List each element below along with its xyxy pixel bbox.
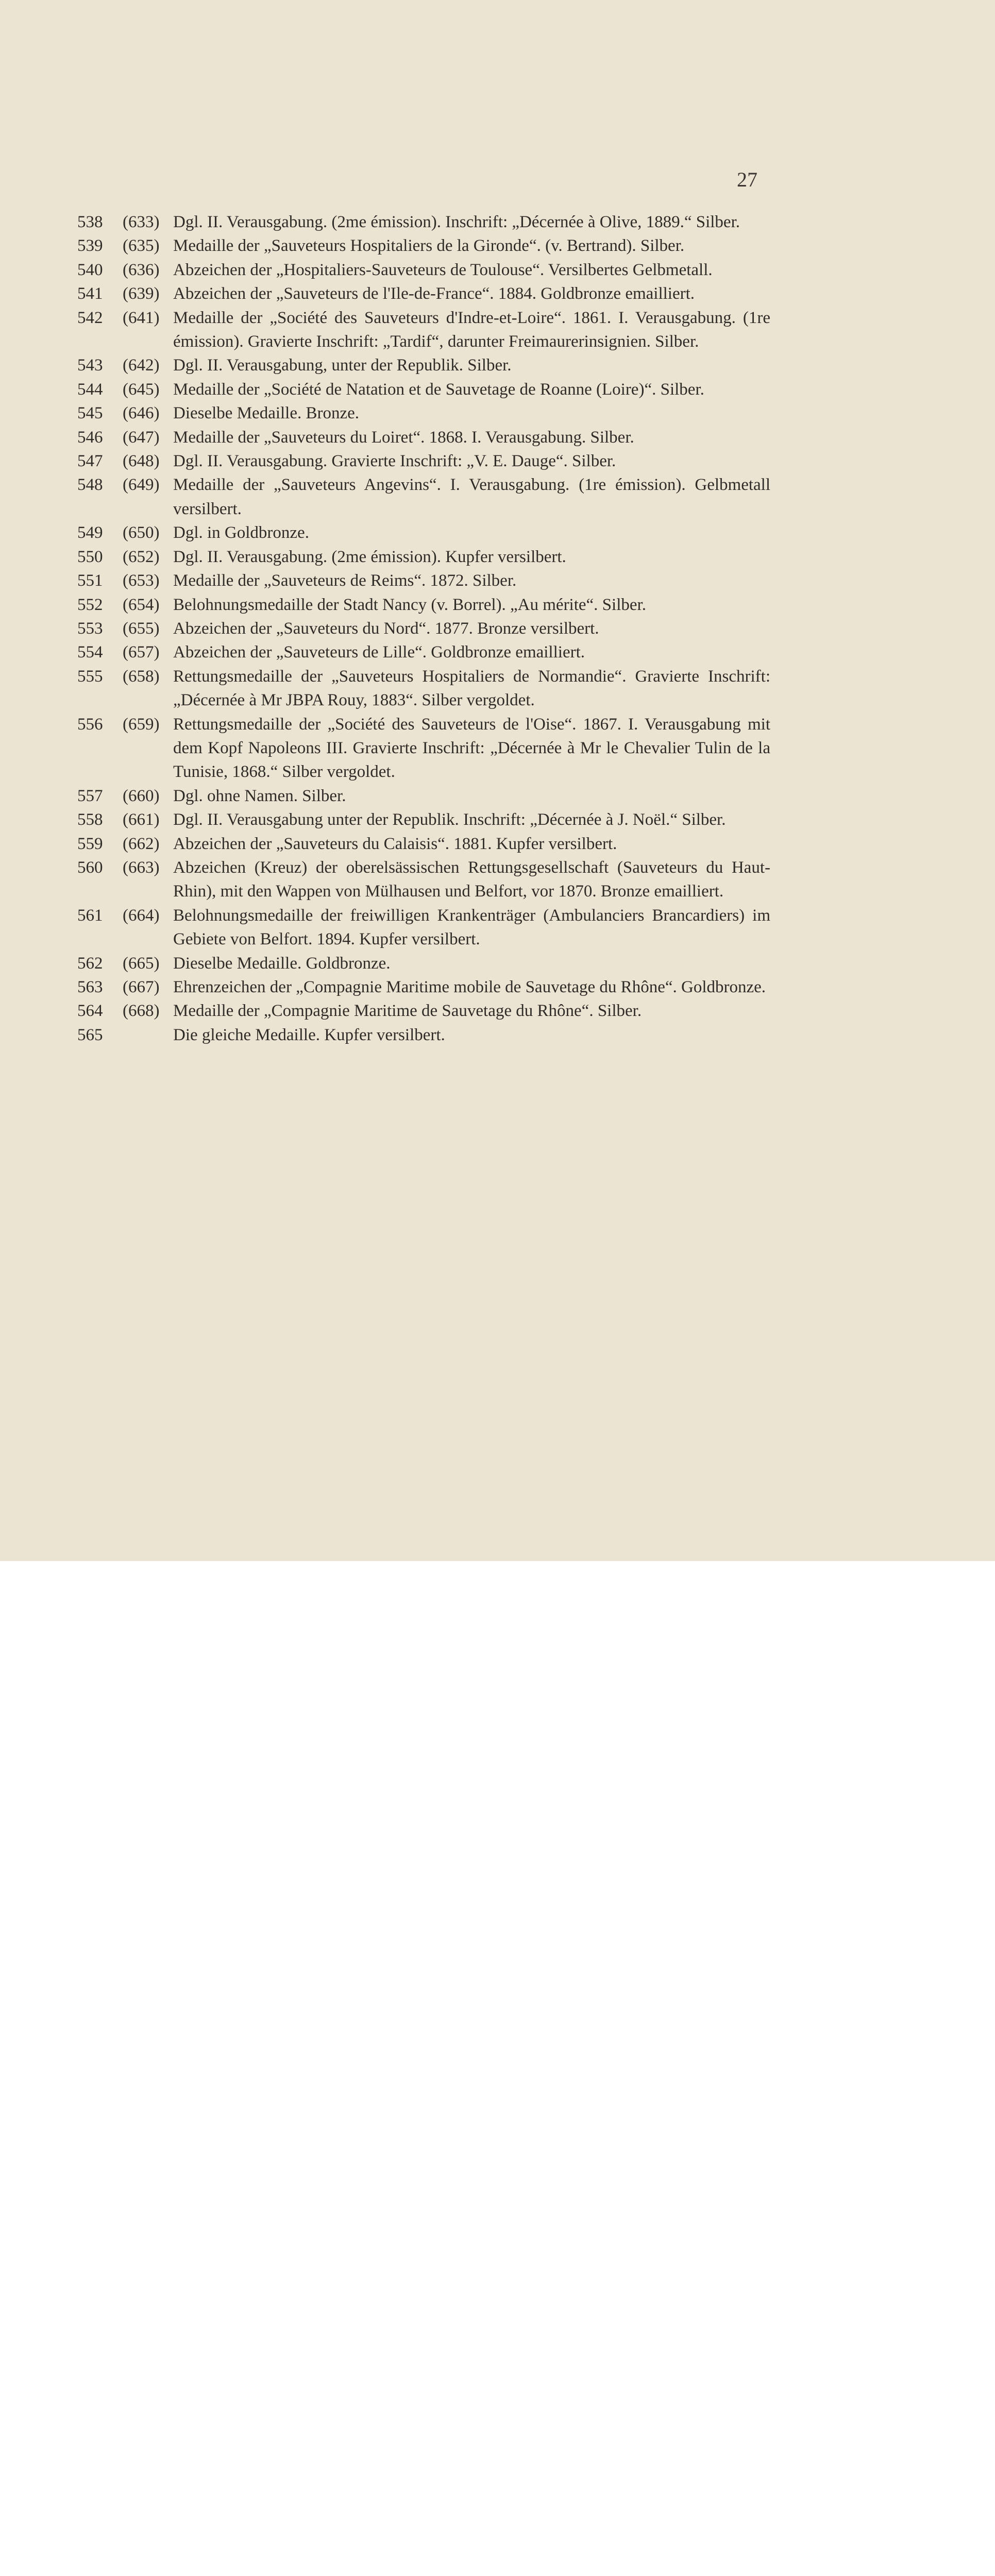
entry-row xyxy=(77,426,770,449)
entry-number: 555 xyxy=(77,667,103,686)
entry-reference: (654) xyxy=(123,595,160,614)
entry-row xyxy=(77,258,770,282)
entry-reference: (645) xyxy=(123,380,160,399)
entry-row xyxy=(77,545,770,569)
entry-number: 561 xyxy=(77,906,103,925)
entry-reference: (653) xyxy=(123,571,160,590)
entry-text: Medaille der „Compagnie Maritime de Sauvetage du Rhône“. Silber. xyxy=(173,1002,642,1021)
entry-text: Dgl. II. Verausgabung. (2me émission). Kupfer versilbert. xyxy=(173,547,566,566)
entry-text: Belohnungsmedaille der Stadt Nancy (v. Borrel). „Au mérite“. Silber. xyxy=(173,595,646,614)
entry-row xyxy=(77,808,770,832)
entry-row xyxy=(77,617,770,640)
entry-row xyxy=(77,353,770,377)
entry-text: Medaille der „Société des Sauveteurs d'Indre-et-Loire“. 1861. I. Verausgabung. (1re émission). Gravierte Inschrift: „Tardif“, darunter Freimaurerinsignien. Silber. xyxy=(173,308,770,351)
entry-number: 545 xyxy=(77,404,103,423)
entry-reference: (667) xyxy=(123,978,160,996)
entry-number: 550 xyxy=(77,547,103,566)
entry-number: 543 xyxy=(77,356,103,375)
entry-number: 546 xyxy=(77,428,103,447)
entry-number: 549 xyxy=(77,523,103,543)
entry-reference: (650) xyxy=(123,523,160,543)
entry-row xyxy=(77,952,770,975)
entry-row xyxy=(77,665,770,713)
entry-text: Dgl. II. Verausgabung. (2me émission). Inschrift: „Décernée à Olive, 1889.“ Silber. xyxy=(173,213,740,231)
entry-text: Medaille der „Sauveteurs Angevins“. I. Verausgabung. (1re émission). Gelbmetall versilbert. xyxy=(173,476,770,518)
entry-number: 559 xyxy=(77,834,103,853)
entry-reference: (661) xyxy=(123,810,160,829)
entry-row xyxy=(77,521,770,545)
entry-reference: (639) xyxy=(123,284,160,303)
entry-row xyxy=(77,856,770,904)
entry-row xyxy=(77,449,770,473)
entry-row xyxy=(77,784,770,808)
entry-number: 557 xyxy=(77,786,103,805)
entry-number: 548 xyxy=(77,476,103,495)
entry-reference: (664) xyxy=(123,906,160,925)
entry-number: 560 xyxy=(77,858,103,877)
entry-number: 564 xyxy=(77,1002,103,1021)
entry-row xyxy=(77,1023,770,1047)
entry-text: Abzeichen der „Hospitaliers-Sauveteurs de Toulouse“. Versilbertes Gelbmetall. xyxy=(173,260,713,279)
entry-number: 540 xyxy=(77,260,103,279)
entry-text: Ehrenzeichen der „Compagnie Maritime mobile de Sauvetage du Rhône“. Goldbronze. xyxy=(173,978,766,996)
entry-text: Medaille der „Société de Natation et de Sauvetage de Roanne (Loire)“. Silber. xyxy=(173,380,704,399)
entry-reference: (633) xyxy=(123,213,160,231)
entry-number: 539 xyxy=(77,236,103,256)
page-number: 27 xyxy=(737,168,757,191)
entry-reference: (658) xyxy=(123,667,160,686)
entry-text: Medaille der „Sauveteurs du Loiret“. 1868. I. Verausgabung. Silber. xyxy=(173,428,634,447)
entry-row xyxy=(77,473,770,521)
entry-text: Dgl. II. Verausgabung, unter der Republik. Silber. xyxy=(173,356,512,375)
entry-reference: (657) xyxy=(123,643,160,662)
entry-text: Abzeichen der „Sauveteurs de Lille“. Goldbronze emailliert. xyxy=(173,643,585,662)
entry-number: 542 xyxy=(77,308,103,327)
entry-text: Medaille der „Sauveteurs de Reims“. 1872. Silber. xyxy=(173,571,517,590)
entry-reference xyxy=(123,1023,173,1047)
entry-reference: (649) xyxy=(123,476,160,495)
entry-reference: (663) xyxy=(123,858,160,877)
entry-text: Abzeichen (Kreuz) der oberelsässischen Rettungsgesellschaft (Sauveteurs du Haut-Rhin), mit den Wappen von Mülhausen und Belfort, vor 1870. Bronze emailliert. xyxy=(173,858,770,901)
entry-text: Dgl. ohne Namen. Silber. xyxy=(173,786,346,805)
entry-row xyxy=(77,210,770,234)
entry-reference: (655) xyxy=(123,619,160,638)
entry-number: 552 xyxy=(77,595,103,614)
entry-text: Rettungsmedaille der „Société des Sauveteurs de l'Oise“. 1867. I. Verausgabung mit dem Kopf Napoleons III. Gravierte Inschrift: „Décernée à Mr le Chevalier Tulin de la Tunisie, 1868.“ Silber vergoldet. xyxy=(173,715,770,782)
entry-row xyxy=(77,640,770,664)
entry-row xyxy=(77,234,770,258)
entry-row xyxy=(77,904,770,952)
entry-text: Abzeichen der „Sauveteurs du Nord“. 1877. Bronze versilbert. xyxy=(173,619,599,638)
entry-row xyxy=(77,999,770,1023)
entry-number: 553 xyxy=(77,619,103,638)
entry-list xyxy=(77,210,770,1047)
entry-number: 538 xyxy=(77,213,103,231)
entry-reference: (647) xyxy=(123,428,160,447)
entry-number: 554 xyxy=(77,643,103,662)
entry-reference: (636) xyxy=(123,260,160,279)
entry-number: 562 xyxy=(77,954,103,973)
entry-number: 558 xyxy=(77,810,103,829)
footer-bar xyxy=(0,1561,995,1641)
entry-row xyxy=(77,569,770,592)
entry-reference: (642) xyxy=(123,356,160,375)
entry-reference: (660) xyxy=(123,786,160,805)
entry-text: Abzeichen der „Sauveteurs du Calaisis“. 1881. Kupfer versilbert. xyxy=(173,834,617,853)
entry-reference: (668) xyxy=(123,1002,160,1021)
entry-text: Rettungsmedaille der „Sauveteurs Hospitaliers de Normandie“. Gravierte Inschrift: „Décernée à Mr JBPA Rouy, 1883“. Silber vergoldet. xyxy=(173,667,770,710)
entry-text: Dieselbe Medaille. Bronze. xyxy=(173,404,360,423)
entry-row xyxy=(77,593,770,617)
entry-reference: (659) xyxy=(123,715,160,734)
entry-number: 563 xyxy=(77,978,103,996)
entry-reference: (665) xyxy=(123,954,160,973)
entry-row xyxy=(77,832,770,856)
entry-reference: (648) xyxy=(123,452,160,471)
entry-reference: (635) xyxy=(123,236,160,256)
entry-row xyxy=(77,975,770,999)
entry-number: 551 xyxy=(77,571,103,590)
entry-text: Dgl. II. Verausgabung unter der Republik. Inschrift: „Décernée à J. Noël.“ Silber. xyxy=(173,810,726,829)
entry-row xyxy=(77,713,770,784)
entry-text: Belohnungsmedaille der freiwilligen Krankenträger (Ambulanciers Brancardiers) im Gebiete von Belfort. 1894. Kupfer versilbert. xyxy=(173,906,770,949)
entry-text: Die gleiche Medaille. Kupfer versilbert. xyxy=(173,1025,445,1044)
entry-row xyxy=(77,378,770,401)
entry-reference: (641) xyxy=(123,308,160,327)
entry-number: 544 xyxy=(77,380,103,399)
entry-number: 541 xyxy=(77,284,103,303)
entry-text: Abzeichen der „Sauveteurs de l'Ile-de-France“. 1884. Goldbronze emailliert. xyxy=(173,284,695,303)
entry-text: Dgl. in Goldbronze. xyxy=(173,523,309,543)
entry-number: 556 xyxy=(77,715,103,734)
entry-number: 547 xyxy=(77,452,103,471)
entry-text: Dieselbe Medaille. Goldbronze. xyxy=(173,954,391,973)
entry-number: 565 xyxy=(77,1025,103,1044)
entry-row xyxy=(77,306,770,354)
entry-row xyxy=(77,282,770,306)
entry-reference: (652) xyxy=(123,547,160,566)
entry-text: Medaille der „Sauveteurs Hospitaliers de la Gironde“. (v. Bertrand). Silber. xyxy=(173,236,685,256)
entry-reference: (646) xyxy=(123,404,160,423)
entry-text: Dgl. II. Verausgabung. Gravierte Inschrift: „V. E. Dauge“. Silber. xyxy=(173,452,616,471)
entry-reference: (662) xyxy=(123,834,160,853)
entry-row xyxy=(77,401,770,425)
